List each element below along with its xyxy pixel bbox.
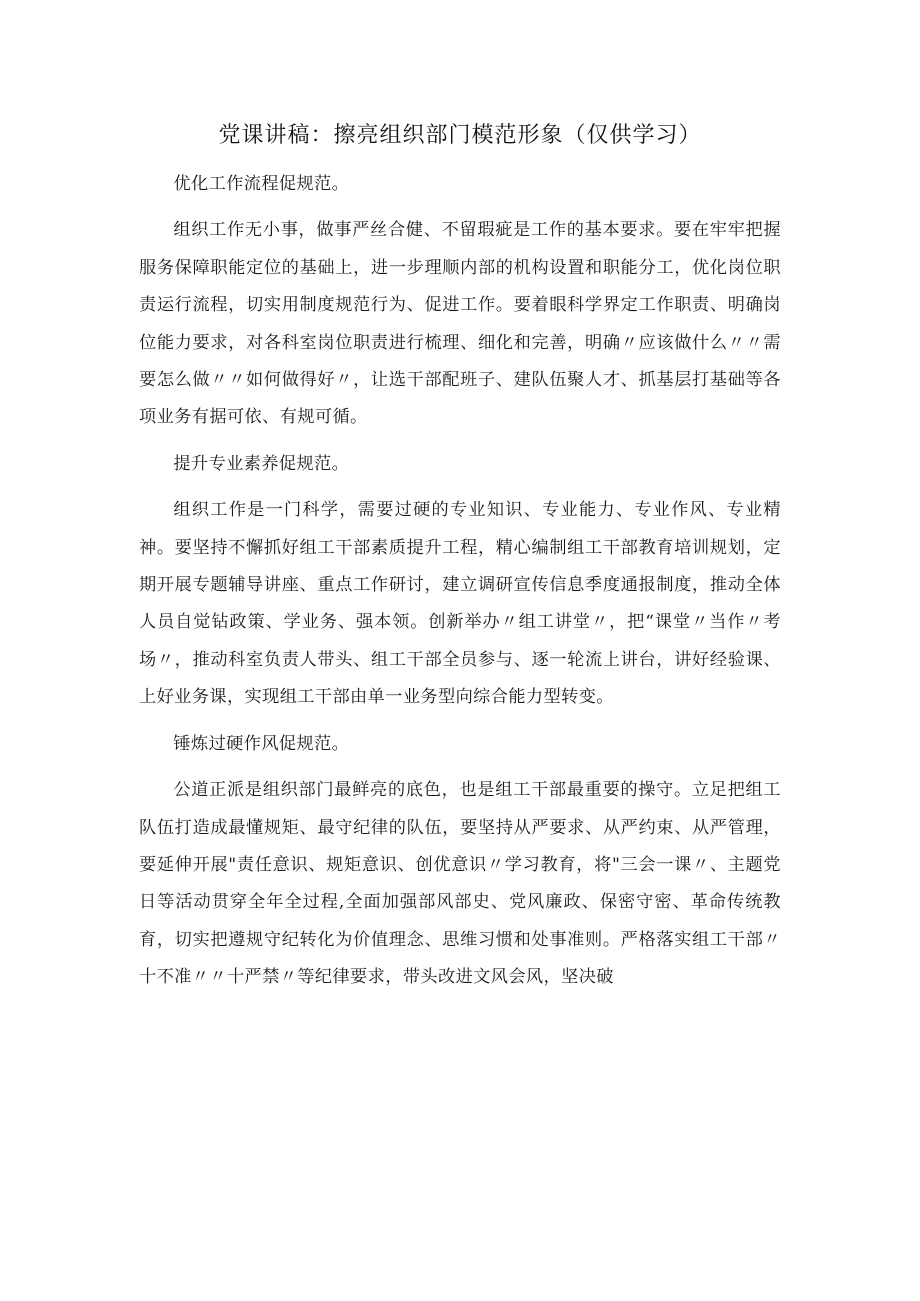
section-heading: 提升专业素养促规范。: [173, 453, 350, 474]
body-paragraph: 组织工作是一门科学，需要过硬的专业知识、专业能力、专业作风、专业精神。要坚持不懈抓好组工干部素质提升工程，精心编制组工干部教育培训规划，定期开展专题辅导讲座、重点工作研讨，建立调研宣传信息季度通报制度，推动全体人员自觉钻政策、学业务、强本领。创新举办〃组工讲堂〃，把“课堂〃当作〃考场〃，推动科室负责人带头、组工干部全员参与、逐一轮流上讲台，讲好经验课、上好业务课，实现组工干部由单一业务型向综合能力型转变。: [139, 500, 781, 708]
body-paragraph: 公道正派是组织部门最鲜亮的底色，也是组工干部最重要的操守。立足把组工队伍打造成最懂规矩、最守纪律的队伍，要坚持从严要求、从严约束、从严管理，要延伸开展"责任意识、规矩意识、创优意识〃学习教育，将"三会一课〃、主题党日等活动贯穿全年全过程,全面加强部风部史、党风廉政、保密守密、革命传统教育，切实把遵规守纪转化为价值理念、思维习惯和处事准则。严格落实组工干部〃十不准〃〃十严禁〃等纪律要求，带头改进文风会风，坚决破: [139, 780, 781, 988]
section-heading: 锤炼过硬作风促规范。: [173, 733, 350, 754]
document-body: [139, 166, 781, 1006]
document-title: 党课讲稿：擦亮组织部门模范形象（仅供学习）: [218, 123, 702, 148]
body-paragraph: 组织工作无小事，做事严丝合健、不留瑕疵是工作的基本要求。要在牢牢把握服务保障职能定位的基础上，进一步理顺内部的机构设置和职能分工，优化岗位职责运行流程，切实用制度规范行为、促进工作。要着眼科学界定工作职责、明确岗位能力要求，对各科室岗位职责进行梳理、细化和完善，明确〃应该做什么〃〃需要怎么做〃〃如何做得好〃，让选干部配班子、建队伍聚人才、抓基层打基础等各项业务有据可依、有规可循。: [139, 220, 781, 428]
section-heading: 优化工作流程促规范。: [173, 174, 350, 194]
